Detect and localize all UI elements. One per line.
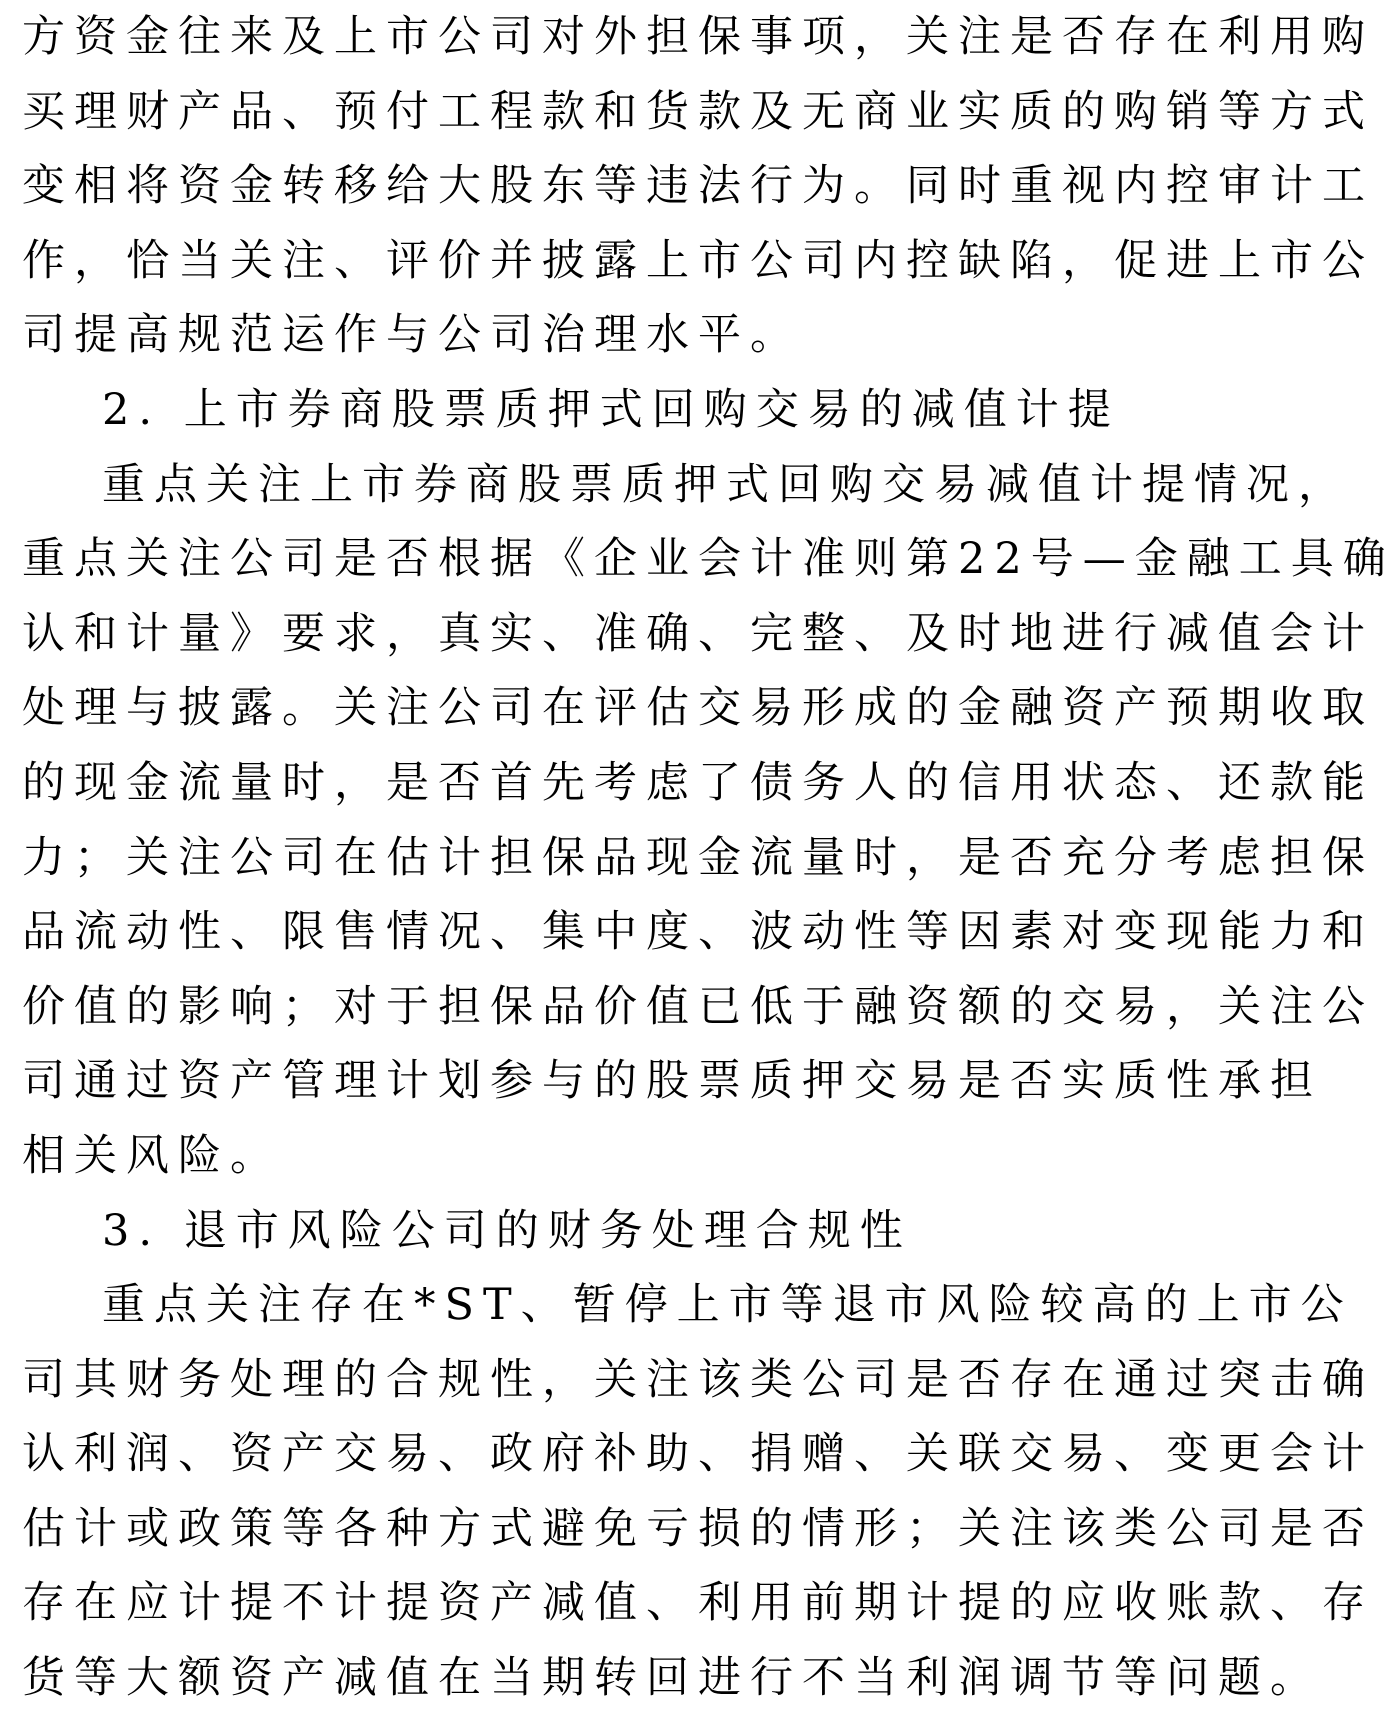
- text-line: 货等大额资产减值在当期转回进行不当利润调节等问题。: [22, 1653, 1322, 1704]
- text-line: 估计或政策等各种方式避免亏损的情形；关注该类公司是否: [22, 1503, 1374, 1554]
- section-heading-2: [22, 373, 1120, 448]
- text-line: 存在应计提不计提资产减值、利用前期计提的应收账款、存: [22, 1578, 1374, 1629]
- text-line: 处理与披露。关注公司在评估交易形成的金融资产预期收取: [22, 683, 1374, 734]
- text-line: 品流动性、限售情况、集中度、波动性等因素对变现能力和: [22, 907, 1374, 958]
- text-line: 认利润、资产交易、政府补助、捐赠、关联交易、变更会计: [22, 1429, 1374, 1480]
- text-line: 相关风险。: [22, 1130, 282, 1181]
- text-line: 力；关注公司在估计担保品现金流量时，是否充分考虑担保: [22, 832, 1374, 883]
- paragraph-continued: [22, 0, 1374, 373]
- section-heading-3: [22, 1194, 1062, 1269]
- text-line: 价值的影响；对于担保品价值已低于融资额的交易，关注公: [22, 981, 1374, 1032]
- text-line: 重点关注公司是否根据《企业会计准则第22号—金融工具确: [22, 534, 1395, 585]
- document-page: [22, 0, 1395, 1716]
- text-line: 变相将资金转移给大股东等违法行为。同时重视内控审计工: [22, 161, 1374, 212]
- text-line: 司其财务处理的合规性，关注该类公司是否存在通过突击确: [22, 1354, 1374, 1405]
- text-line: 作，恰当关注、评价并披露上市公司内控缺陷，促进上市公: [22, 235, 1374, 286]
- text-line: 重点关注存在*ST、暂停上市等退市风险较高的上市公: [102, 1280, 1353, 1331]
- section-heading-text: 2. 上市券商股票质押式回购交易的减值计提: [102, 384, 1120, 435]
- text-line: 的现金流量时，是否首先考虑了债务人的信用状态、还款能: [22, 757, 1374, 808]
- text-line: 重点关注上市券商股票质押式回购交易减值计提情况，: [102, 459, 1350, 510]
- text-line: 司通过资产管理计划参与的股票质押交易是否实质性承担: [22, 1056, 1322, 1107]
- text-line: 买理财产品、预付工程款和货款及无商业实质的购销等方式: [22, 86, 1374, 137]
- paragraph-section-3: [22, 1268, 1374, 1716]
- section-heading-text: 3. 退市风险公司的财务处理合规性: [102, 1205, 912, 1256]
- paragraph-section-2: [22, 448, 1395, 1194]
- text-line: 司提高规范运作与公司治理水平。: [22, 310, 802, 361]
- text-line: 认和计量》要求，真实、准确、完整、及时地进行减值会计: [22, 608, 1374, 659]
- text-line: 方资金往来及上市公司对外担保事项，关注是否存在利用购: [22, 12, 1374, 62]
